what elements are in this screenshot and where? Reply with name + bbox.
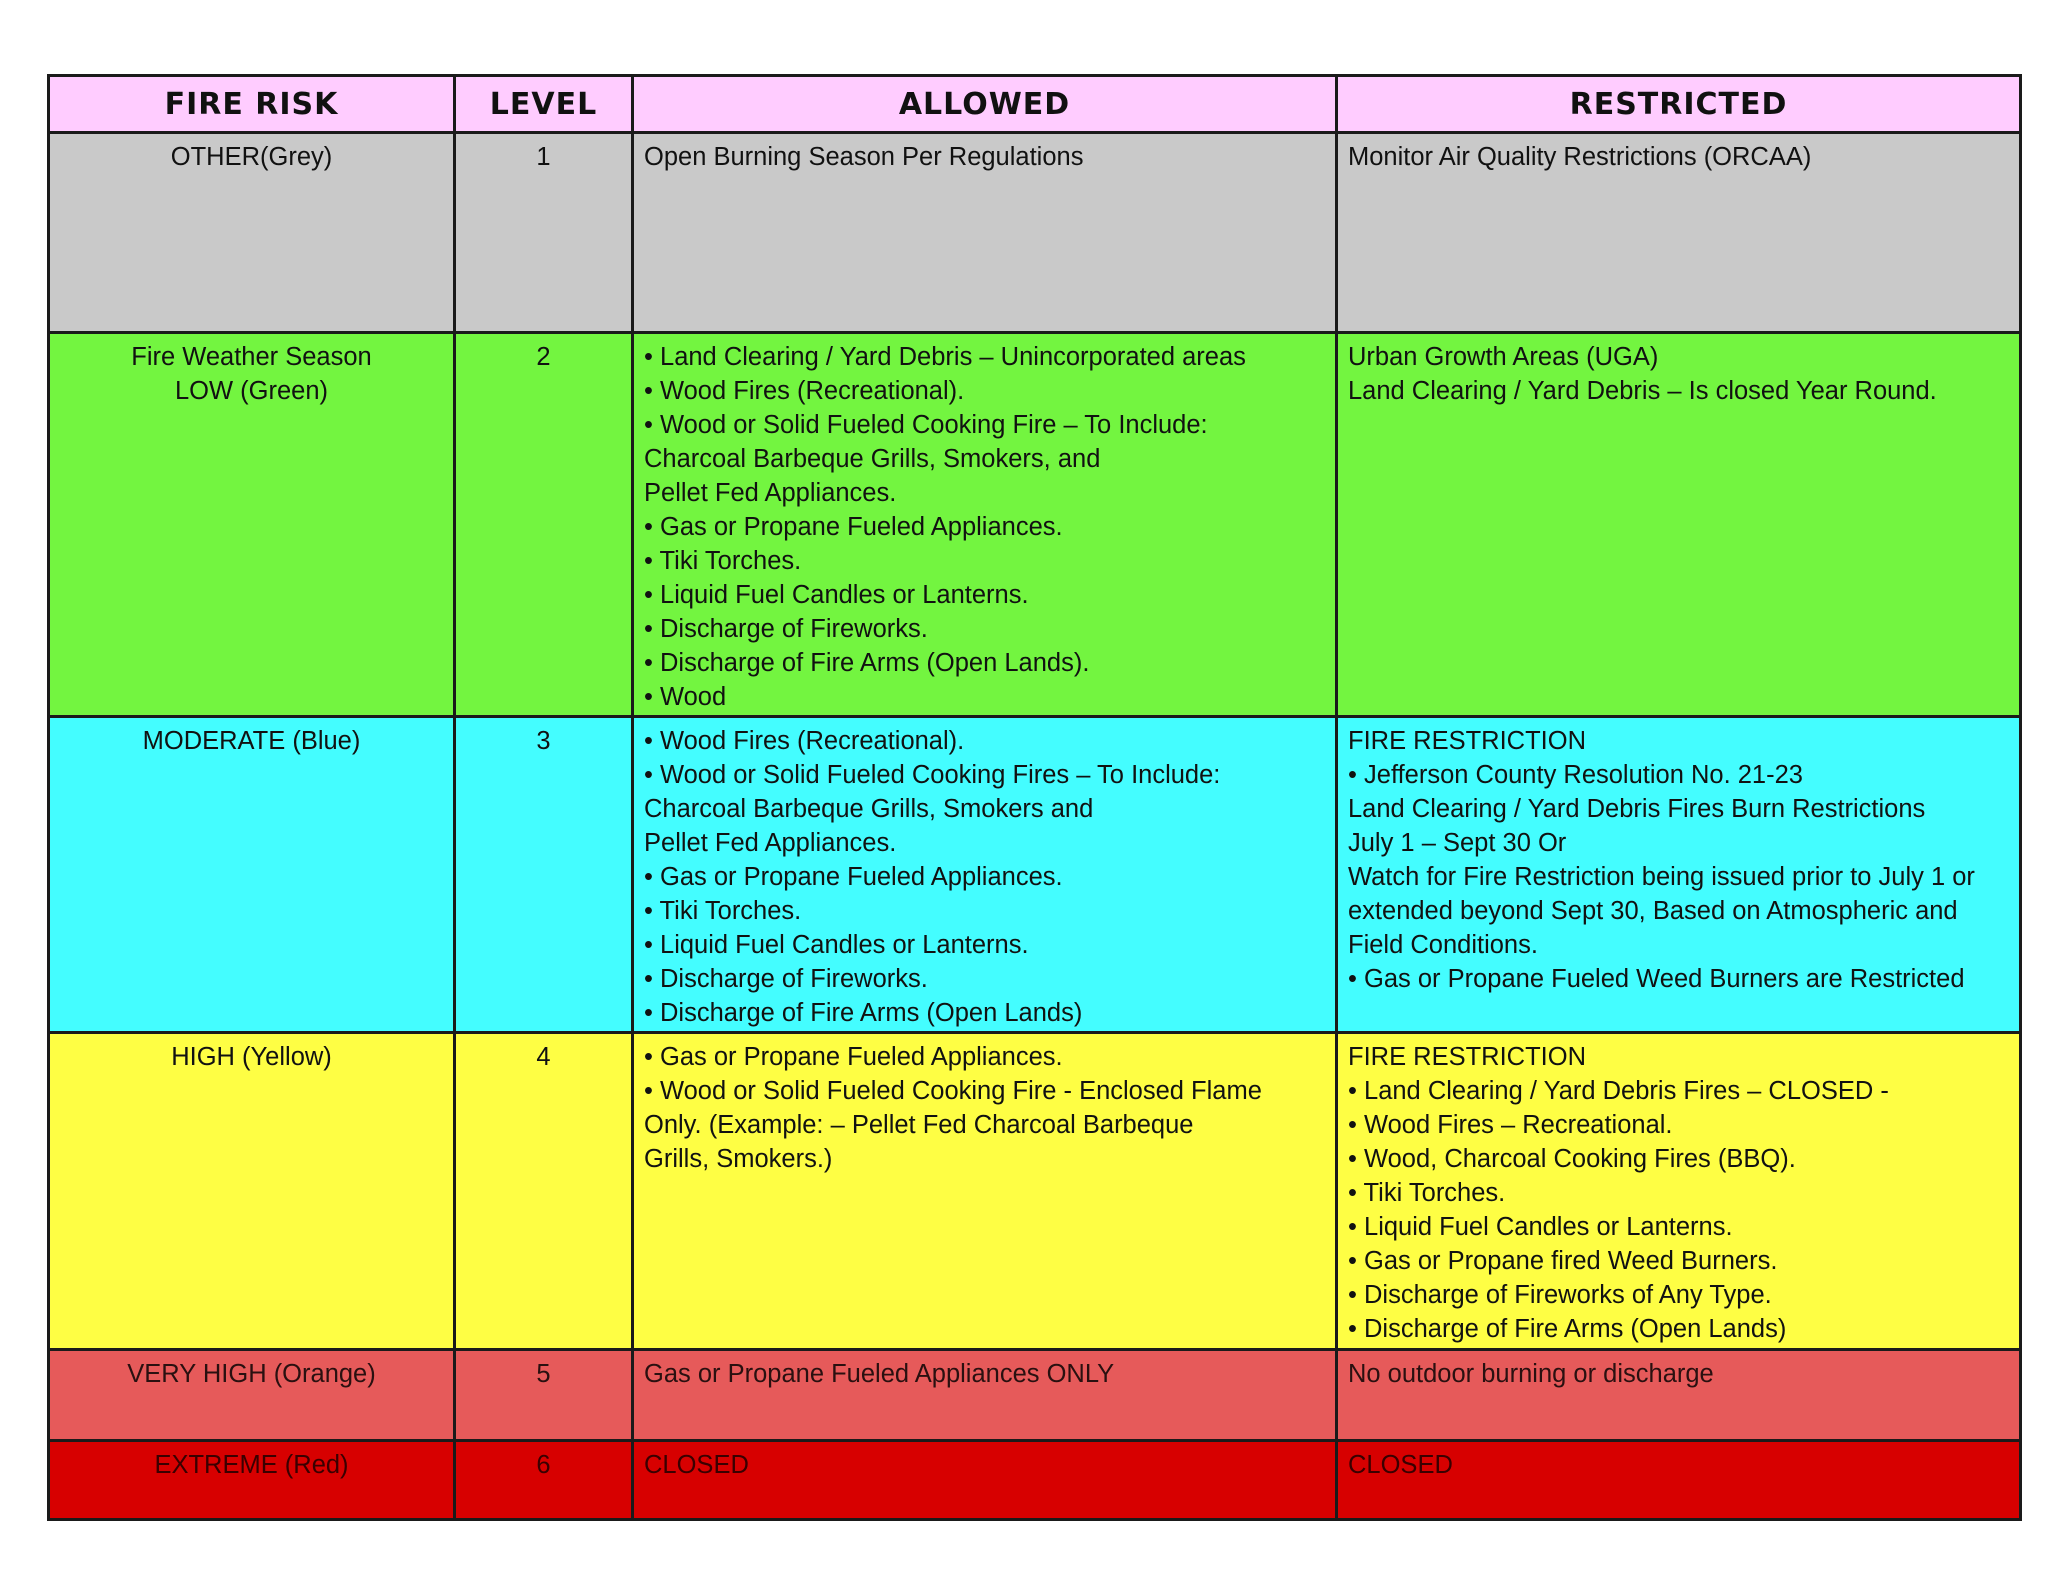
allowed-cell-line: • Gas or Propane Fueled Appliances. bbox=[644, 1043, 1063, 1071]
header-fire-risk: FIRE RISK bbox=[49, 76, 455, 133]
restricted-cell-line: FIRE RESTRICTION bbox=[1348, 1043, 1587, 1071]
fire-risk-cell-line: HIGH (Yellow) bbox=[171, 1043, 332, 1071]
restricted-cell bbox=[1337, 333, 2021, 717]
header-allowed: ALLOWED bbox=[633, 76, 1337, 133]
restricted-cell-line: CLOSED bbox=[1348, 1451, 1453, 1479]
header-restricted: RESTRICTED bbox=[1337, 76, 2021, 133]
restricted-cell bbox=[1337, 1350, 2021, 1441]
table-row-high bbox=[49, 1033, 2021, 1350]
allowed-cell-line: Gas or Propane Fueled Appliances ONLY bbox=[644, 1360, 1115, 1388]
fire-risk-cell-line: Fire Weather Season bbox=[131, 343, 372, 371]
allowed-cell bbox=[633, 1350, 1337, 1441]
level-cell: 6 bbox=[455, 1441, 633, 1520]
restricted-cell-line: Urban Growth Areas (UGA) bbox=[1348, 343, 1659, 371]
allowed-cell-line: • Discharge of Fire Arms (Open Lands) bbox=[644, 999, 1083, 1027]
allowed-cell-line: • Wood Fires (Recreational). bbox=[644, 727, 965, 755]
allowed-cell-line: • Wood or Solid Fueled Cooking Fire – To Include: bbox=[644, 411, 1208, 439]
level-cell: 2 bbox=[455, 333, 633, 717]
restricted-cell-line: • Gas or Propane fired Weed Burners. bbox=[1348, 1247, 1778, 1275]
fire-risk-table bbox=[47, 74, 2022, 1521]
fire-risk-cell-line: VERY HIGH (Orange) bbox=[127, 1360, 376, 1388]
restricted-cell bbox=[1337, 1441, 2021, 1520]
allowed-cell bbox=[633, 333, 1337, 717]
allowed-cell-line: • Discharge of Fire Arms (Open Lands). bbox=[644, 649, 1090, 677]
fire-risk-cell bbox=[49, 1033, 455, 1350]
restricted-cell-line: • Jefferson County Resolution No. 21-23 bbox=[1348, 761, 1803, 789]
restricted-cell-line: Watch for Fire Restriction being issued prior to July 1 or bbox=[1348, 863, 1975, 891]
restricted-cell-line: • Liquid Fuel Candles or Lanterns. bbox=[1348, 1213, 1733, 1241]
restricted-cell bbox=[1337, 1033, 2021, 1350]
allowed-cell bbox=[633, 1033, 1337, 1350]
fire-risk-cell bbox=[49, 1350, 455, 1441]
table-row-extreme bbox=[49, 1441, 2021, 1520]
restricted-cell-line: • Land Clearing / Yard Debris Fires – CLOSED - bbox=[1348, 1077, 1889, 1105]
restricted-cell-line: • Gas or Propane Fueled Weed Burners are Restricted bbox=[1348, 965, 1965, 993]
allowed-cell-line: • Liquid Fuel Candles or Lanterns. bbox=[644, 931, 1029, 959]
fire-risk-cell bbox=[49, 133, 455, 333]
table-row-low bbox=[49, 333, 2021, 717]
restricted-cell-line: July 1 – Sept 30 Or bbox=[1348, 829, 1567, 857]
allowed-cell-line: Charcoal Barbeque Grills, Smokers, and bbox=[644, 445, 1101, 473]
allowed-cell-line: Grills, Smokers.) bbox=[644, 1145, 833, 1173]
level-cell: 3 bbox=[455, 717, 633, 1033]
fire-risk-cell bbox=[49, 1441, 455, 1520]
restricted-cell-line: No outdoor burning or discharge bbox=[1348, 1360, 1714, 1388]
restricted-cell-line: • Discharge of Fire Arms (Open Lands) bbox=[1348, 1315, 1787, 1343]
restricted-cell bbox=[1337, 717, 2021, 1033]
allowed-cell-line: Pellet Fed Appliances. bbox=[644, 829, 897, 857]
allowed-cell-line: • Wood or Solid Fueled Cooking Fires – To Include: bbox=[644, 761, 1221, 789]
fire-risk-cell bbox=[49, 717, 455, 1033]
allowed-cell bbox=[633, 1441, 1337, 1520]
allowed-cell-line: Charcoal Barbeque Grills, Smokers and bbox=[644, 795, 1094, 823]
restricted-cell-line: • Wood Fires – Recreational. bbox=[1348, 1111, 1673, 1139]
allowed-cell-line: • Discharge of Fireworks. bbox=[644, 615, 928, 643]
allowed-cell-line: • Wood or Solid Fueled Cooking Fire - Enclosed Flame bbox=[644, 1077, 1262, 1105]
allowed-cell-line: • Gas or Propane Fueled Appliances. bbox=[644, 513, 1063, 541]
allowed-cell-line: Only. (Example: – Pellet Fed Charcoal Barbeque bbox=[644, 1111, 1194, 1139]
allowed-cell-line: • Discharge of Fireworks. bbox=[644, 965, 928, 993]
restricted-cell-line: extended beyond Sept 30, Based on Atmospheric and bbox=[1348, 897, 1958, 925]
restricted-cell bbox=[1337, 133, 2021, 333]
fire-risk-cell bbox=[49, 333, 455, 717]
allowed-cell-line: • Liquid Fuel Candles or Lanterns. bbox=[644, 581, 1029, 609]
level-cell: 5 bbox=[455, 1350, 633, 1441]
restricted-cell-line: Monitor Air Quality Restrictions (ORCAA) bbox=[1348, 143, 1812, 171]
allowed-cell-line: • Tiki Torches. bbox=[644, 547, 802, 575]
allowed-cell bbox=[633, 717, 1337, 1033]
allowed-cell-line: • Wood Fires (Recreational). bbox=[644, 377, 965, 405]
allowed-cell bbox=[633, 133, 1337, 333]
restricted-cell-line: FIRE RESTRICTION bbox=[1348, 727, 1587, 755]
restricted-cell-line: Land Clearing / Yard Debris Fires Burn Restrictions bbox=[1348, 795, 1926, 823]
restricted-cell-line: Land Clearing / Yard Debris – Is closed Year Round. bbox=[1348, 377, 1937, 405]
restricted-cell-line: Field Conditions. bbox=[1348, 931, 1538, 959]
restricted-cell-line: • Discharge of Fireworks of Any Type. bbox=[1348, 1281, 1772, 1309]
restricted-cell-line: • Wood, Charcoal Cooking Fires (BBQ). bbox=[1348, 1145, 1796, 1173]
restricted-cell-line: • Tiki Torches. bbox=[1348, 1179, 1506, 1207]
fire-risk-cell-line: EXTREME (Red) bbox=[154, 1451, 349, 1479]
header-level: LEVEL bbox=[455, 76, 633, 133]
fire-risk-cell-line: MODERATE (Blue) bbox=[142, 727, 361, 755]
allowed-cell-line: • Gas or Propane Fueled Appliances. bbox=[644, 863, 1063, 891]
allowed-cell-line: CLOSED bbox=[644, 1451, 749, 1479]
table-row-very-high bbox=[49, 1350, 2021, 1441]
table-row-moderate bbox=[49, 717, 2021, 1033]
allowed-cell-line: Open Burning Season Per Regulations bbox=[644, 143, 1084, 171]
fire-risk-cell-line: LOW (Green) bbox=[174, 377, 329, 405]
allowed-cell-line: Pellet Fed Appliances. bbox=[644, 479, 897, 507]
allowed-cell-line: • Land Clearing / Yard Debris – Unincorporated areas bbox=[644, 343, 1246, 371]
header-row bbox=[49, 76, 2021, 133]
table-row-other bbox=[49, 133, 2021, 333]
level-cell: 1 bbox=[455, 133, 633, 333]
allowed-cell-line: • Tiki Torches. bbox=[644, 897, 802, 925]
fire-risk-cell-line: OTHER(Grey) bbox=[170, 143, 333, 171]
table-body bbox=[49, 133, 2021, 1520]
level-cell: 4 bbox=[455, 1033, 633, 1350]
allowed-cell-line: • Wood bbox=[644, 683, 727, 711]
